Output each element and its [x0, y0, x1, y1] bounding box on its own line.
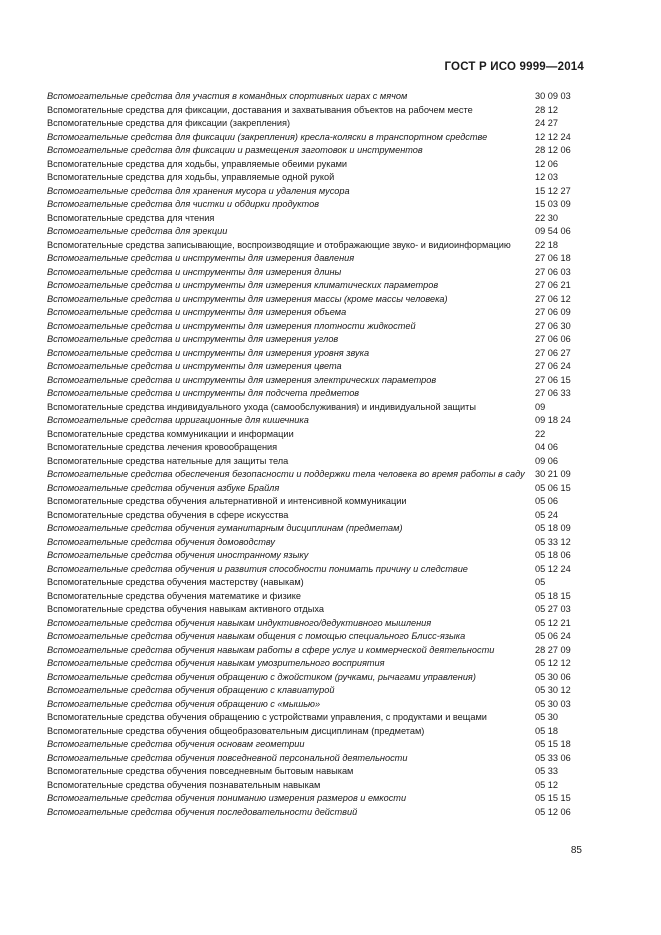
entry-term: Вспомогательные средства обучения повседневной персональной деятельности	[47, 752, 408, 763]
entry-term: Вспомогательные средства индивидуального ухода (самообслуживания) и индивидуальной защиты	[47, 401, 476, 412]
entry-code: 24 27	[535, 118, 558, 128]
entry-code: 09	[535, 401, 546, 412]
index-entry	[47, 711, 587, 725]
entry-code: 12 06	[535, 158, 558, 169]
index-entry	[47, 225, 587, 239]
entry-code: 28 12 06	[535, 145, 571, 155]
entry-code: 05 15 15	[535, 793, 571, 803]
index-entry	[47, 644, 587, 658]
index-entry	[47, 252, 587, 266]
entry-code: 15 12 27	[535, 185, 571, 196]
entry-term: Вспомогательные средства обучения последовательности действий	[47, 806, 358, 817]
entry-code: 27 06 15	[535, 374, 571, 385]
index-entry	[47, 441, 587, 455]
entry-term: Вспомогательные средства и инструменты для измерения углов	[47, 334, 339, 344]
entry-code: 05 30 03	[535, 698, 571, 709]
entry-code: 28 27 09	[535, 644, 571, 655]
entry-term: Вспомогательные средства обучения домоводству	[47, 536, 275, 547]
index-entry	[47, 239, 587, 253]
index-entry	[47, 617, 587, 631]
entry-term: Вспомогательные средства обучения навыкам индуктивного/дедуктивного мышления	[47, 617, 432, 628]
index-entry	[47, 495, 587, 509]
entry-term: Вспомогательные средства записывающие, воспроизводящие и отображающие звуко- и видиоинформацию	[47, 239, 511, 250]
entry-term: Вспомогательные средства обучения обращению с джойстиком (ручками, рычагами управления)	[47, 671, 476, 682]
entry-term: Вспомогательные средства обучения обращению с клавиатурой	[47, 685, 335, 695]
index-entry	[47, 293, 587, 307]
entry-term: Вспомогательные средства обучения навыкам умозрительного восприятия	[47, 658, 385, 668]
entry-code: 30 21 09	[535, 469, 571, 479]
entry-code: 09 06	[535, 455, 558, 466]
entry-term: Вспомогательные средства для хранения мусора и удаления мусора	[47, 185, 350, 196]
index-entry	[47, 171, 587, 185]
entry-code: 27 06 27	[535, 347, 571, 358]
entry-code: 05 18 09	[535, 523, 571, 533]
entry-code: 22 18	[535, 239, 558, 250]
index-entry	[47, 603, 587, 617]
entry-code: 05 06 15	[535, 482, 571, 493]
index-entry	[47, 630, 587, 644]
index-entry	[47, 752, 587, 766]
entry-code: 05 06	[535, 496, 558, 506]
entry-code: 27 06 21	[535, 280, 571, 290]
entry-code: 05 18 06	[535, 550, 571, 560]
index-entry	[47, 671, 587, 685]
index-entry	[47, 401, 587, 415]
index-entry	[47, 333, 587, 347]
entry-code: 27 06 06	[535, 334, 571, 344]
entry-code: 05 30 06	[535, 671, 571, 682]
entry-code: 05 30	[535, 712, 558, 722]
index-entry	[47, 657, 587, 671]
index-entry	[47, 590, 587, 604]
entry-code: 05 12 21	[535, 617, 571, 628]
entry-term: Вспомогательные средства и инструменты для измерения плотности жидкостей	[47, 320, 416, 331]
entry-term: Вспомогательные средства обучения и развития способности понимать причину и следствие	[47, 563, 468, 574]
entry-code: 09 54 06	[535, 226, 571, 236]
entry-term: Вспомогательные средства для участия в командных спортивных играх с мячом	[47, 91, 408, 101]
index-entry	[47, 482, 587, 496]
index-entry	[47, 279, 587, 293]
index-entry	[47, 414, 587, 428]
entry-term: Вспомогательные средства обучения основам геометрии	[47, 739, 305, 749]
entry-term: Вспомогательные средства обучения в сфере искусства	[47, 509, 289, 520]
entry-code: 27 06 33	[535, 388, 571, 398]
entry-term: Вспомогательные средства коммуникации и информации	[47, 428, 294, 439]
entry-term: Вспомогательные средства обучения иностранному языку	[47, 550, 309, 560]
entry-code: 27 06 24	[535, 361, 571, 371]
entry-code: 05 33	[535, 766, 558, 776]
index-entry	[47, 185, 587, 199]
index-entry	[47, 90, 587, 104]
entry-code: 05 15 18	[535, 739, 571, 749]
entry-code: 05 33 12	[535, 536, 571, 547]
index-entry	[47, 144, 587, 158]
entry-code: 09 18 24	[535, 415, 571, 425]
entry-term: Вспомогательные средства обучения повседневным бытовым навыкам	[47, 766, 354, 776]
index-entry	[47, 117, 587, 131]
entry-code: 05 24	[535, 509, 558, 520]
index-entry	[47, 158, 587, 172]
index-entry	[47, 198, 587, 212]
entry-term: Вспомогательные средства и инструменты для подсчета предметов	[47, 388, 360, 398]
entry-term: Вспомогательные средства обучения навыкам общения с помощью специального Блисс-языка	[47, 631, 466, 641]
index-entry	[47, 104, 587, 118]
entry-term: Вспомогательные средства обучения общеобразовательным дисциплинам (предметам)	[47, 725, 425, 736]
index-entry	[47, 765, 587, 779]
entry-code: 28 12	[535, 104, 558, 115]
entry-code: 27 06 18	[535, 253, 571, 263]
entry-code: 05 12 06	[535, 806, 571, 817]
entry-code: 05 33 06	[535, 752, 571, 763]
entry-term: Вспомогательные средства и инструменты для измерения давления	[47, 253, 355, 263]
entry-term: Вспомогательные средства для ходьбы, управляемые обеими руками	[47, 158, 348, 169]
entry-term: Вспомогательные средства и инструменты для измерения массы (кроме массы человека)	[47, 293, 448, 304]
index-entry	[47, 131, 587, 145]
entry-term: Вспомогательные средства для фиксации, доставания и захватывания объектов на рабочем месте	[47, 104, 473, 115]
index-entry	[47, 684, 587, 698]
entry-term: Вспомогательные средства и инструменты для измерения уровня звука	[47, 347, 370, 358]
index-entry	[47, 792, 587, 806]
entry-code: 05 06 24	[535, 631, 571, 641]
entry-code: 05 18	[535, 725, 558, 736]
entry-term: Вспомогательные средства обучения альтернативной и интенсивной коммуникации	[47, 496, 407, 506]
entry-code: 27 06 09	[535, 307, 571, 317]
index-entry	[47, 738, 587, 752]
entry-term: Вспомогательные средства обучения познавательным навыкам	[47, 779, 321, 790]
entry-term: Вспомогательные средства и инструменты для измерения длины	[47, 266, 342, 277]
entry-term: Вспомогательные средства обучения обращению с устройствами управления, с продуктами и вещами	[47, 712, 487, 722]
entry-term: Вспомогательные средства для фиксации (закрепления) кресла-коляски в транспортном средстве	[47, 131, 488, 142]
entry-code: 05 18 15	[535, 590, 571, 601]
index-entry	[47, 306, 587, 320]
entry-term: Вспомогательные средства обучения мастерству (навыкам)	[47, 577, 304, 587]
entry-code: 05 30 12	[535, 685, 571, 695]
entry-term: Вспомогательные средства обучения навыкам работы в сфере услуг и коммерческой деятельности	[47, 644, 495, 655]
index-entry	[47, 374, 587, 388]
entry-term: Вспомогательные средства для чистки и обдирки продуктов	[47, 199, 319, 209]
index-entry	[47, 212, 587, 226]
index-entry	[47, 347, 587, 361]
index-entry	[47, 320, 587, 334]
entry-code: 15 03 09	[535, 199, 571, 209]
index-entry	[47, 455, 587, 469]
entry-code: 05 12 12	[535, 658, 571, 668]
entry-code: 05 12 24	[535, 563, 571, 574]
page-number: 85	[570, 845, 582, 856]
entry-code: 22 30	[535, 212, 558, 223]
document-header: ГОСТ Р ИСО 9999—2014	[444, 61, 584, 73]
entry-term: Вспомогательные средства обучения навыкам активного отдыха	[47, 604, 324, 614]
entry-term: Вспомогательные средства ирригационные для кишечника	[47, 415, 309, 425]
entry-term: Вспомогательные средства обучения обращению с «мышью»	[47, 698, 321, 709]
entry-code: 22	[535, 428, 546, 439]
term-index	[47, 90, 587, 819]
entry-code: 12 12 24	[535, 131, 571, 142]
entry-code: 30 09 03	[535, 91, 571, 101]
index-entry	[47, 522, 587, 536]
index-entry	[47, 725, 587, 739]
entry-code: 12 03	[535, 172, 558, 182]
entry-term: Вспомогательные средства и инструменты для измерения цвета	[47, 361, 342, 371]
index-entry	[47, 549, 587, 563]
index-entry	[47, 779, 587, 793]
entry-term: Вспомогательные средства для фиксации и размещения заготовок и инструментов	[47, 145, 423, 155]
index-entry	[47, 509, 587, 523]
entry-term: Вспомогательные средства для ходьбы, управляемые одной рукой	[47, 172, 335, 182]
index-entry	[47, 563, 587, 577]
entry-term: Вспомогательные средства для эрекции	[47, 226, 228, 236]
entry-term: Вспомогательные средства для чтения	[47, 212, 215, 223]
entry-code: 05 12	[535, 779, 558, 790]
entry-term: Вспомогательные средства обучения гуманитарным дисциплинам (предметам)	[47, 523, 403, 533]
entry-code: 04 06	[535, 442, 558, 452]
entry-code: 05 27 03	[535, 604, 571, 614]
index-entry	[47, 576, 587, 590]
entry-term: Вспомогательные средства обучения азбуке Брайля	[47, 482, 280, 493]
entry-term: Вспомогательные средства обеспечения безопасности и поддержки тела человека во время работы в саду	[47, 469, 525, 479]
entry-code: 27 06 12	[535, 293, 571, 304]
entry-code: 05	[535, 577, 546, 587]
entry-term: Вспомогательные средства лечения кровообращения	[47, 442, 278, 452]
entry-code: 27 06 03	[535, 266, 571, 277]
index-entry	[47, 428, 587, 442]
entry-term: Вспомогательные средства обучения пониманию измерения размеров и емкости	[47, 793, 407, 803]
index-entry	[47, 698, 587, 712]
entry-term: Вспомогательные средства нательные для защиты тела	[47, 455, 289, 466]
entry-term: Вспомогательные средства и инструменты для измерения объема	[47, 307, 347, 317]
index-entry	[47, 266, 587, 280]
index-entry	[47, 387, 587, 401]
entry-code: 27 06 30	[535, 320, 571, 331]
index-entry	[47, 536, 587, 550]
entry-term: Вспомогательные средства обучения математике и физике	[47, 590, 302, 601]
index-entry	[47, 360, 587, 374]
entry-term: Вспомогательные средства для фиксации (закрепления)	[47, 118, 291, 128]
index-entry	[47, 806, 587, 820]
entry-term: Вспомогательные средства и инструменты для измерения климатических параметров	[47, 280, 439, 290]
index-entry	[47, 468, 587, 482]
entry-term: Вспомогательные средства и инструменты для измерения электрических параметров	[47, 374, 437, 385]
